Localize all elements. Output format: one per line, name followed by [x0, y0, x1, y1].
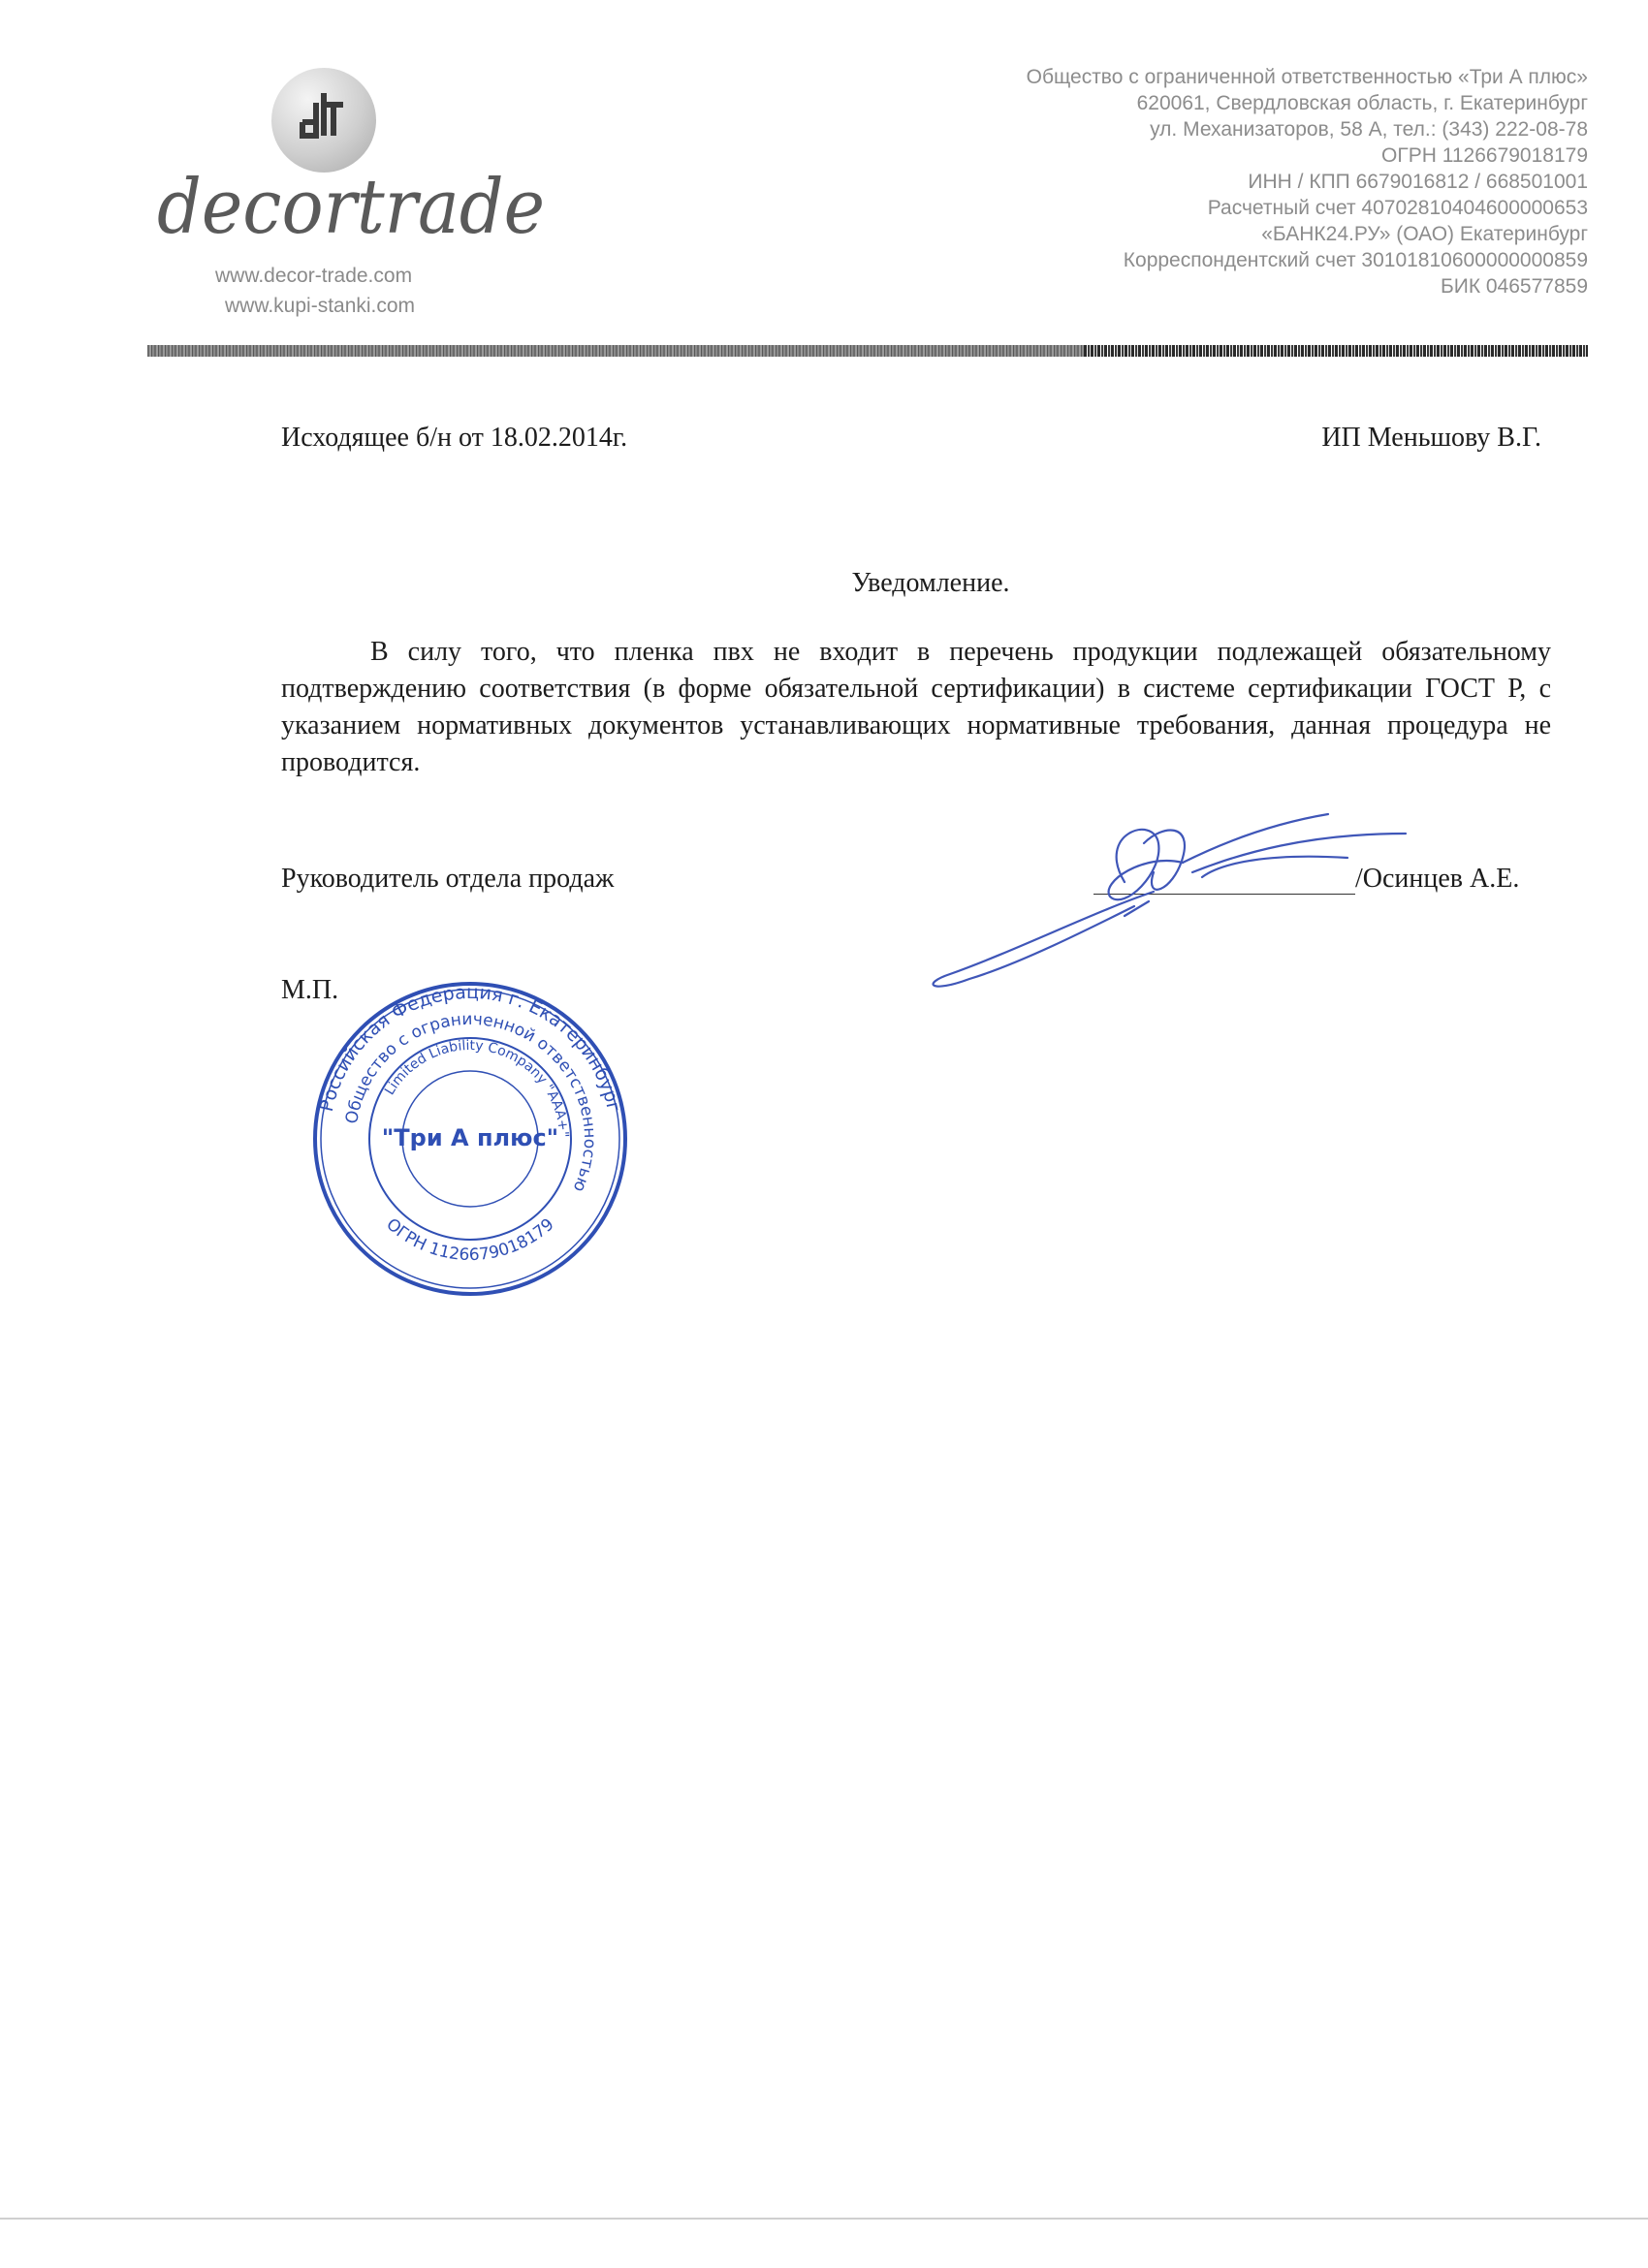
stamp-middle-text: Общество с ограниченной ответственностью [341, 1009, 600, 1195]
requisite-line: Корреспондентский счет 30101810600000000859 [1123, 249, 1588, 271]
requisite-line: 620061, Свердловская область, г. Екатеринбург [1136, 92, 1588, 114]
requisite-line: Расчетный счет 40702810404600000653 [1207, 197, 1588, 219]
requisite-line: БИК 046577859 [1440, 275, 1588, 298]
outgoing-number: Исходящее б/н от 18.02.2014г. [281, 423, 628, 453]
seal-label: М.П. [281, 975, 339, 1005]
stamp-inner-text: Limited Liability Company "AAA+" [382, 1037, 572, 1138]
company-logo [136, 68, 545, 330]
requisite-line: ул. Механизаторов, 58 А, тел.: (343) 222-08-78 [1150, 118, 1588, 141]
signer-name: /Осинцев А.Е. [1355, 864, 1520, 894]
brand-wordmark: decortrade [157, 164, 545, 251]
requisite-line: ИНН / КПП 6679016812 / 668501001 [1248, 171, 1588, 193]
company-stamp [310, 979, 630, 1299]
notice-paragraph [281, 634, 1551, 781]
document-title: Уведомление. [851, 568, 1010, 598]
requisite-line: ОГРН 1126679018179 [1381, 144, 1588, 167]
letterhead-divider [147, 345, 1588, 357]
logo-wordmark [147, 157, 555, 264]
website-link[interactable]: www.kupi-stanki.com [225, 295, 416, 317]
page-bottom-edge [0, 2218, 1648, 2220]
stamp-center-text: "Три А плюс" [381, 1124, 559, 1151]
logo-monogram-icon [289, 83, 359, 153]
stamp-outer-text: Российская Федерация г. Екатеринбург [315, 981, 625, 1115]
recipient: ИП Меньшову В.Г. [1321, 423, 1541, 453]
requisite-line: «БАНК24.РУ» (ОАО) Екатеринбург [1261, 223, 1588, 245]
signer-position: Руководитель отдела продаж [281, 864, 615, 894]
stamp-ogrn-text: ОГРН 1126679018179 [382, 1214, 558, 1266]
handwritten-signature [902, 804, 1522, 998]
letterhead-divider-pattern [1084, 345, 1588, 357]
requisite-line: Общество с ограниченной ответственностью «Три А плюс» [1026, 66, 1588, 88]
company-requisites [793, 64, 1588, 299]
notice-text: В силу того, что пленка пвх не входит в перечень продукции подлежащей обязательному подтверждению соответствия (в форме обязательной сертификации) в системе сертификации ГОСТ Р, с указанием нормативных документов устанавливающих нормативные требования, данная процедура не проводится. [281, 637, 1551, 777]
website-link[interactable]: www.decor-trade.com [215, 265, 413, 287]
